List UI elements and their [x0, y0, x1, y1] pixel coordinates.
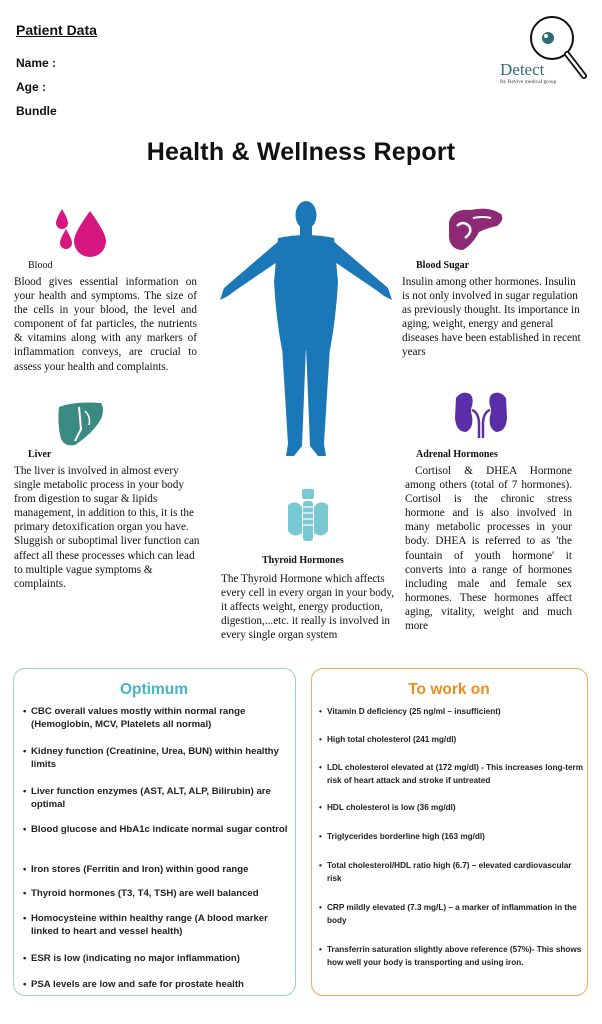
list-item: • Kidney function (Creatinine, Urea, BUN) within healthy limits	[31, 745, 293, 771]
age-label: Age :	[16, 80, 46, 94]
liver-icon	[55, 399, 107, 449]
name-label: Name :	[16, 56, 57, 70]
report-title: Health & Wellness Report	[146, 138, 456, 166]
kidneys-icon	[452, 388, 510, 440]
list-item: • HDL cholesterol is low (36 mg/dl)	[327, 801, 583, 814]
blood-sugar-title: Blood Sugar	[416, 260, 470, 271]
blood-title: Blood	[28, 260, 53, 271]
list-item: • High total cholesterol (241 mg/dl)	[327, 733, 583, 746]
list-item: • Thyroid hormones (T3, T4, TSH) are well balanced	[31, 887, 293, 900]
list-item: • Iron stores (Ferritin and Iron) within good range	[31, 863, 293, 876]
optimum-title: Optimum	[119, 681, 189, 698]
adrenal-title: Adrenal Hormones	[416, 449, 498, 460]
list-item: • CBC overall values mostly within normal range (Hemoglobin, MCV, Platelets all normal)	[31, 705, 293, 731]
list-item: • PSA levels are low and safe for prostate health	[31, 978, 293, 991]
list-item: • Homocysteine within healthy range (A blood marker linked to heart and vessel health)	[31, 912, 293, 938]
list-item: • LDL cholesterol elevated at (172 mg/dl) - This increases long-term risk of heart attack and stroke if untreated	[327, 761, 583, 787]
adrenal-text: Cortisol & DHEA Hormone among others (total of 7 hormones). Cortisol is the chronic stress hormone and is also involved in many metabolic processes in your body. DHEA is referred to as 'the fountain of youth hormone' it converts into a range of hormones including male and female sex hormones. These hormones affect aging, vitality, weight and much more	[405, 465, 572, 633]
list-item: • Total cholesterol/HDL ratio high (6.7) – elevated cardiovascular risk	[327, 859, 583, 885]
list-item: • Transferrin saturation slightly above reference (57%)- This shows how well your body is transporting and using iron.	[327, 943, 583, 969]
blood-sugar-text: Insulin among other hormones. Insulin is not only involved in sugar regulation as previously thought. Its importance in aging, weight, energy and general diseases have been established in recent years	[402, 276, 581, 359]
thyroid-text: The Thyroid Hormone which affects every cell in every organ in your body, it affects weight, energy production, digestion,...etc. it really is involved in every single organ system	[221, 573, 395, 642]
list-item: • CRP mildly elevated (7.3 mg/L) – a marker of inflammation in the body	[327, 901, 583, 927]
bundle-label: Bundle	[16, 104, 57, 118]
logo-tagline: By Revive medical group	[500, 79, 557, 85]
patient-data-heading: Patient Data	[16, 22, 97, 38]
thyroid-icon	[286, 489, 330, 543]
liver-text: The liver is involved in almost every single metabolic process in your body from digestion to sugar & lipids management, in addition to this, it is the primary detoxification organ you have. Sluggish or suboptimal liver function can affect all these processes which can lead to multiple vague symptoms & complaints.	[14, 465, 200, 590]
pancreas-icon	[443, 204, 505, 258]
work-on-box	[311, 668, 588, 996]
optimum-box	[13, 668, 296, 996]
human-body-icon	[214, 200, 398, 458]
work-on-title: To work on	[408, 681, 490, 698]
blood-drops-icon	[52, 207, 108, 259]
list-item: • Blood glucose and HbA1c indicate normal sugar control	[31, 823, 293, 836]
list-item: • ESR is low (indicating no major inflammation)	[31, 952, 293, 965]
blood-text: Blood gives essential information on your health and symptoms. The size of the cells in your blood, the level and component of fat particles, the nutrients & vitamins along with any markers of inflammation conveys, are crucial to assess your health and complaints.	[14, 276, 197, 373]
liver-title: Liver	[28, 449, 52, 460]
list-item: • Liver function enzymes (AST, ALT, ALP, Bilirubin) are optimal	[31, 785, 293, 811]
list-item: • Triglycerides borderline high (163 mg/dl)	[327, 830, 583, 843]
thyroid-title: Thyroid Hormones	[262, 555, 344, 566]
logo-name: Detect	[500, 60, 545, 79]
list-item: • Vitamin D deficiency (25 ng/ml – insufficient)	[327, 705, 583, 718]
